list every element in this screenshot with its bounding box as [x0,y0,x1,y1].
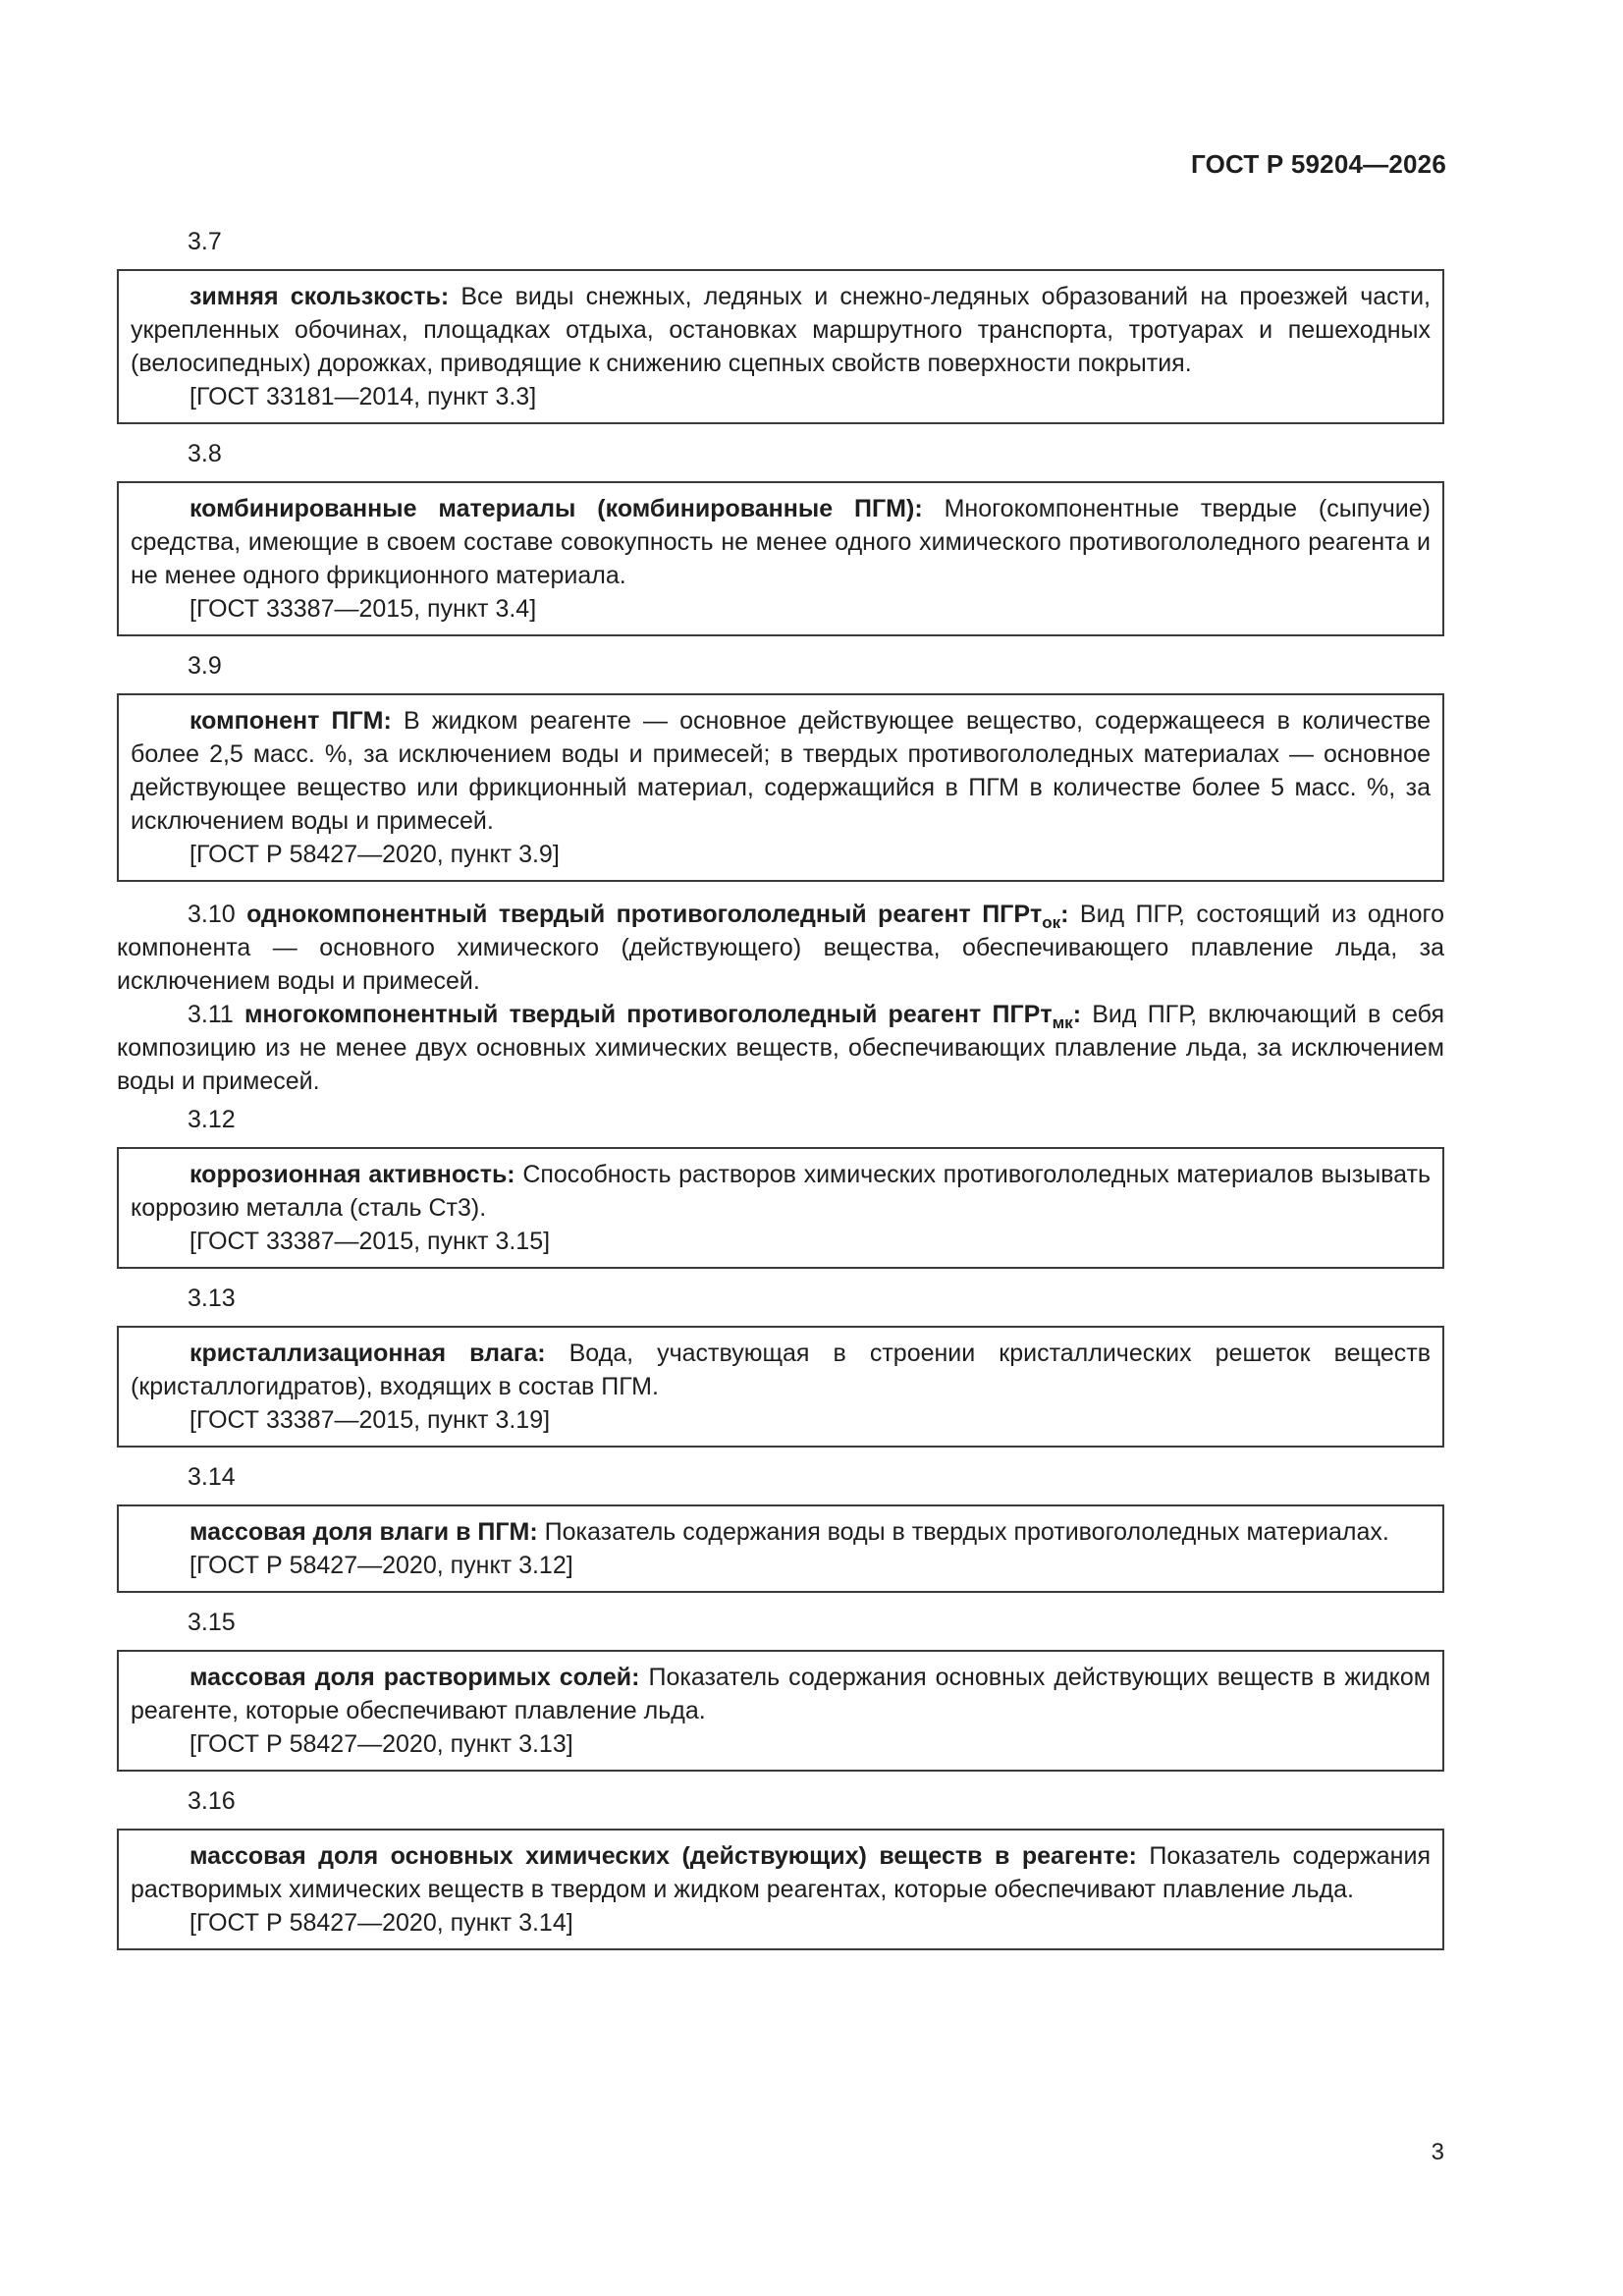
source-reference: [ГОСТ 33387—2015, пункт 3.15] [189,1228,551,1255]
page-number: 3 [1431,2139,1444,2165]
definition-text: Все виды снежных, ледяных и снежно-ледяных образований на проезжей части, укрепленных обочинах, площадках отдыха, остановках маршрутного транспорта, тротуарах и пешеходных (велосипедных) дорожках, приводящие к снижению сцепных свойств поверхности покрытия. [131,283,1431,377]
term-colon: : [1072,1001,1082,1028]
entry-number-3-15: 3.15 [188,1609,236,1636]
term: кристаллизационная влага: [189,1339,546,1367]
definition-box-3-9 [117,693,1444,882]
entry-number-3-13: 3.13 [188,1285,236,1312]
entry-number-3-8: 3.8 [188,440,222,467]
standard-header: ГОСТ Р 59204—2026 [1191,149,1446,179]
definition-box-3-15 [117,1650,1444,1772]
term: массовая доля основных химических (действующих) веществ в реагенте: [189,1842,1137,1870]
term: массовая доля влаги в ПГМ: [189,1518,538,1546]
unboxed-definitions [117,898,1444,1098]
entry-number-3-12: 3.12 [188,1106,236,1133]
entry-3-11 [117,998,1444,1098]
term-subscript: мк [1052,1013,1073,1032]
term: многокомпонентный твердый противогололедный реагент ПГРт [244,1001,1053,1028]
entry-number-3-10: 3.10 [188,901,236,928]
definition-text: Вид ПГР, включающий в себя композицию из не менее двух основных химических веществ, обеспечивающих плавление льда, за исключением воды и примесей. [117,1001,1444,1095]
terms-content [117,224,1444,1962]
term: компонент ПГМ: [189,707,392,735]
entry-3-10 [117,898,1444,998]
definition-text: Способность растворов химических противогололедных материалов вызывать коррозию металла (сталь Ст3). [131,1161,1432,1222]
entry-number-3-11: 3.11 [188,1001,234,1028]
term: массовая доля растворимых солей: [189,1664,640,1691]
definition-text: Вид ПГР, состоящий из одного компонента — основного химического (действующего) вещества, обеспечивающего плавление льда, за исключением воды и примесей. [117,901,1444,995]
definition-text: Многокомпонентные твердые (сыпучие) средства, имеющие в своем составе совокупность не менее одного химического противогололедного реагента и не менее одного фрикционного материала. [131,495,1431,589]
entry-number-3-7: 3.7 [188,228,222,255]
definition-box-3-13 [117,1326,1444,1448]
source-reference: [ГОСТ 33181—2014, пункт 3.3] [189,383,537,410]
term: однокомпонентный твердый противогололедный реагент ПГРт [246,901,1043,928]
source-reference: [ГОСТ Р 58427—2020, пункт 3.9] [189,841,560,868]
source-reference: [ГОСТ 33387—2015, пункт 3.4] [189,595,537,623]
definition-box-3-14 [117,1504,1444,1593]
definition-box-3-16 [117,1829,1444,1950]
definition-text: Показатель содержания основных действующих веществ в жидком реагенте, которые обеспечивают плавление льда. [131,1664,1431,1724]
term: коррозионная активность: [189,1161,515,1188]
source-reference: [ГОСТ Р 58427—2020, пункт 3.12] [189,1552,573,1579]
term-subscript: ок [1042,913,1061,932]
entry-number-3-9: 3.9 [188,652,222,680]
source-reference: [ГОСТ Р 58427—2020, пункт 3.14] [189,1909,573,1937]
definition-text: В жидком реагенте — основное действующее вещество, содержащееся в количестве более 2,5 масс. %, за исключением воды и примесей; в твердых противогололедных материалах — основное действующее вещество или фрикционный материал, содержащийся в ПГМ в количестве более 5 масс. %, за исключением воды и примесей. [131,707,1431,835]
source-reference: [ГОСТ Р 58427—2020, пункт 3.13] [189,1730,573,1758]
definition-text: Вода, участвующая в строении кристаллических решеток веществ (кристаллогидратов), входящих в состав ПГМ. [131,1339,1431,1400]
definition-box-3-8 [117,481,1444,636]
definition-box-3-7 [117,269,1444,424]
term-colon: : [1060,901,1069,928]
source-reference: [ГОСТ 33387—2015, пункт 3.19] [189,1406,551,1434]
entry-number-3-16: 3.16 [188,1787,236,1815]
term: зимняя скользкость: [189,283,450,310]
term: комбинированные материалы (комбинированные ПГМ): [189,495,923,522]
entry-number-3-14: 3.14 [188,1463,236,1491]
definition-box-3-12 [117,1147,1444,1269]
definition-text: Показатель содержания растворимых химических веществ в твердом и жидком реагентах, которые обеспечивают плавление льда. [131,1842,1431,1903]
definition-text: Показатель содержания воды в твердых противогололедных материалах. [544,1518,1389,1546]
